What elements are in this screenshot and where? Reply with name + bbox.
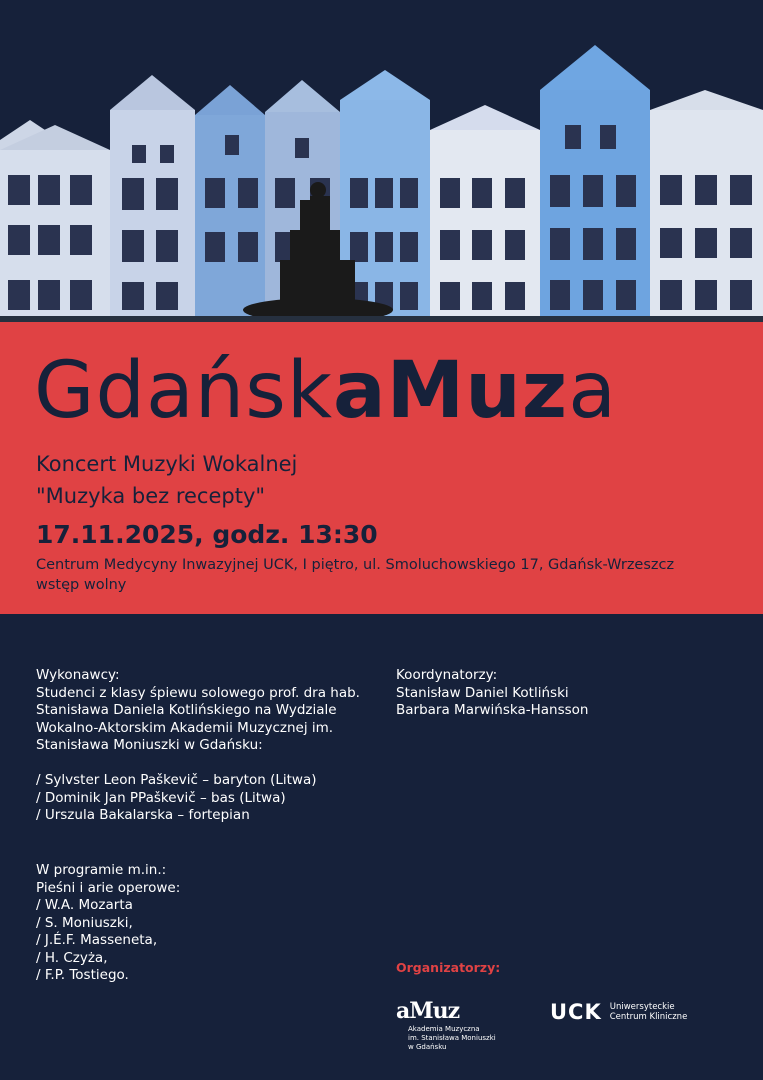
- program-item: / F.P. Tostiego.: [36, 967, 129, 983]
- program-subheading: Pieśni i arie operowe:: [36, 879, 181, 896]
- program-section: [36, 862, 180, 985]
- uck-logo-caption: [610, 1002, 688, 1022]
- amuz-logo: [396, 1000, 496, 1052]
- performers-intro-line: Wokalno-Aktorskim Akademii Muzycznej im.: [36, 719, 334, 736]
- brand-part-a: a: [568, 346, 617, 436]
- uck-logo-mark: UCK: [550, 1000, 602, 1024]
- performers-intro-line: Studenci z klasy śpiewu solowego prof. dra hab.: [36, 684, 360, 701]
- amuz-logo-mark: aMuz: [396, 998, 460, 1024]
- amuz-caption-line: Akademia Muzyczna: [408, 1025, 480, 1033]
- brand-part-gdansk: Gdańsk: [34, 346, 333, 436]
- coordinators-section: [396, 667, 588, 720]
- venue-admission: wstęp wolny: [36, 577, 127, 593]
- program-item: / H. Czyża,: [36, 949, 108, 966]
- program-item: / S. Moniuszki,: [36, 914, 133, 931]
- brand-part-amuz: aMuz: [333, 346, 569, 436]
- program-item: / J.É.F. Masseneta,: [36, 932, 158, 948]
- performers-heading: Wykonawcy:: [36, 667, 120, 683]
- subtitle-line-1: Koncert Muzyki Wokalnej: [36, 452, 298, 476]
- hero-townhouses-image: [0, 0, 763, 322]
- performer-item: / Sylvster Leon Paškevič – baryton (Litwa): [36, 772, 317, 788]
- uck-caption-line: Centrum Kliniczne: [609, 1012, 688, 1022]
- program-item: / W.A. Mozarta: [36, 897, 133, 913]
- coordinator-item: Stanisław Daniel Kotliński: [396, 684, 569, 701]
- program-heading: W programie m.in.:: [36, 862, 167, 878]
- performer-item: / Dominik Jan PPaškevič – bas (Litwa): [36, 789, 286, 806]
- amuz-caption-line: im. Stanisława Moniuszki: [408, 1034, 496, 1042]
- amuz-logo-caption: [408, 1025, 496, 1052]
- performer-item: / Urszula Bakalarska – fortepian: [36, 807, 250, 823]
- performers-section: [36, 667, 360, 825]
- organizers-label: Organizatorzy:: [396, 960, 501, 975]
- uck-caption-line: Uniwersyteckie: [609, 1002, 675, 1012]
- coordinator-item: Barbara Marwińska-Hansson: [396, 702, 589, 718]
- performers-intro-line: Stanisława Moniuszki w Gdańsku:: [36, 737, 263, 753]
- event-date: 17.11.2025, godz. 13:30: [36, 520, 378, 549]
- subtitle-line-2: "Muzyka bez recepty": [36, 484, 266, 508]
- event-venue: [36, 555, 674, 595]
- brand-logo-title: [34, 346, 617, 436]
- uck-logo: [550, 1000, 687, 1024]
- coordinators-heading: Koordynatorzy:: [396, 667, 498, 683]
- venue-address: Centrum Medycyny Inwazyjnej UCK, I piętro, ul. Smoluchowskiego 17, Gdańsk-Wrzeszcz: [36, 557, 675, 573]
- performers-intro-line: Stanisława Daniela Kotlińskiego na Wydziale: [36, 702, 337, 718]
- amuz-caption-line: w Gdańsku: [408, 1043, 447, 1051]
